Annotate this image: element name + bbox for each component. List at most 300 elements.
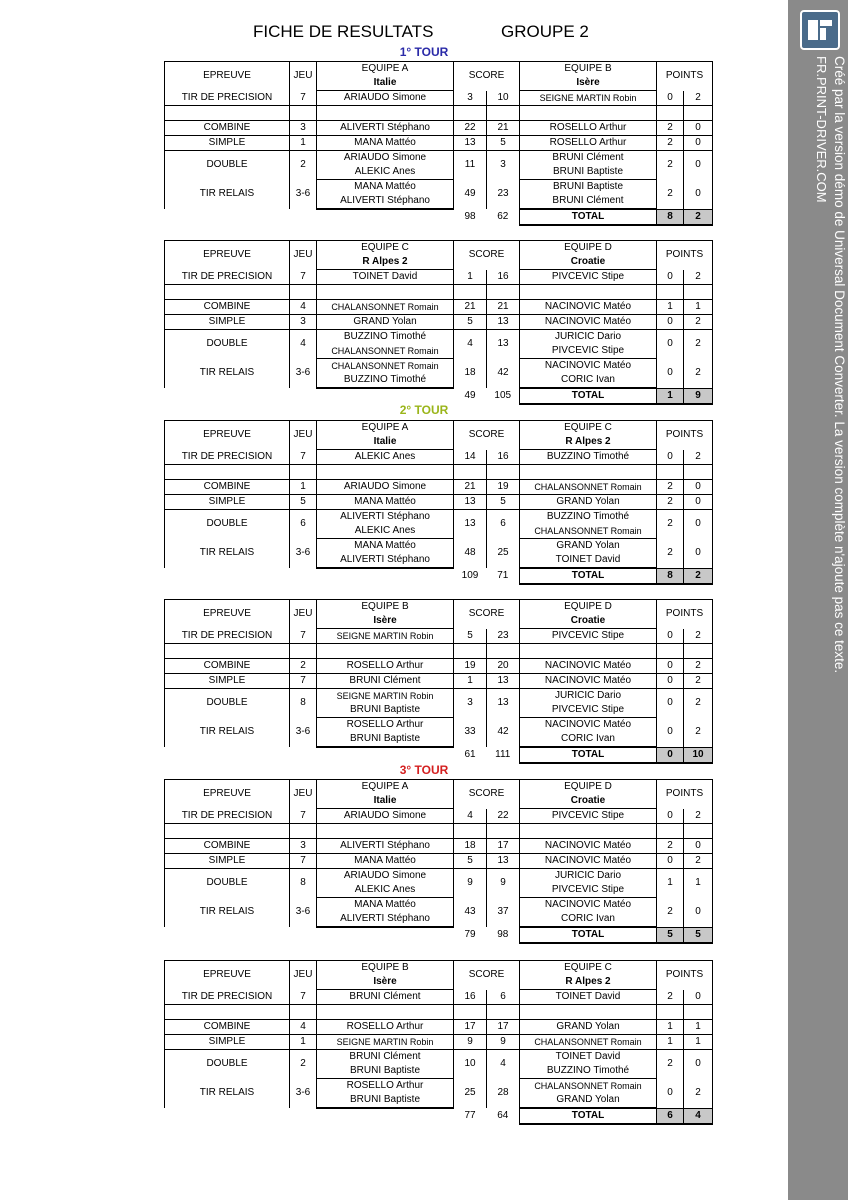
points-a: 1: [657, 869, 684, 898]
event-name: COMBINE: [165, 300, 290, 315]
player-b: CHALANSONNET Romain: [520, 1079, 657, 1094]
watermark-text: [812, 56, 848, 673]
player-a: BRUNI Baptiste: [317, 1093, 454, 1108]
spacer-row: [165, 824, 713, 839]
player-a: ROSELLO Arthur: [317, 1079, 454, 1094]
jeu-value: 2: [290, 659, 317, 674]
score-b: 42: [487, 359, 520, 389]
event-name: TIR DE PRECISION: [165, 990, 290, 1005]
total-label: TOTAL: [520, 568, 657, 584]
player-b: CHALANSONNET Romain: [520, 480, 657, 495]
score-b: 13: [487, 674, 520, 689]
match-table-4: [164, 599, 704, 764]
score-b: 9: [487, 1035, 520, 1050]
points-a: 0: [657, 315, 684, 330]
score-a: 13: [454, 495, 487, 510]
col-header-team-b: EQUIPE B: [520, 62, 657, 77]
player-a: BRUNI Clément: [317, 674, 454, 689]
empty-cell: [165, 285, 290, 300]
empty-cell: [520, 285, 657, 300]
total-score-a: 109: [461, 570, 479, 581]
player-b: JURICIC Dario: [520, 330, 657, 345]
total-points-b: 9: [684, 388, 713, 404]
header-row: [165, 421, 713, 436]
empty-cell: [165, 209, 454, 225]
player-a: BUZZINO Timothé: [317, 373, 454, 388]
score-b: 13: [487, 689, 520, 718]
player-a: ALEKIC Anes: [317, 165, 454, 180]
score-b: 5: [487, 136, 520, 151]
points-a: 0: [657, 659, 684, 674]
points-a: 0: [657, 1079, 684, 1109]
empty-cell: [487, 106, 520, 121]
group-title: GROUPE 2: [501, 22, 589, 41]
player-b: PIVCEVIC Stipe: [520, 703, 657, 718]
points-a: 2: [657, 539, 684, 569]
points-a: 0: [657, 718, 684, 748]
empty-cell: [290, 644, 317, 659]
empty-cell: [684, 824, 713, 839]
empty-cell: [165, 644, 290, 659]
empty-cell: [290, 285, 317, 300]
col-header-score: SCORE: [454, 780, 520, 809]
player-b: TOINET David: [520, 1050, 657, 1065]
score-b: 3: [487, 151, 520, 180]
points-b: 2: [684, 689, 713, 718]
player-a: ALIVERTI Stéphano: [317, 121, 454, 136]
total-score-a: 77: [464, 1110, 476, 1121]
results-table: [164, 779, 713, 944]
score-a: 21: [454, 300, 487, 315]
player-a: ARIAUDO Simone: [317, 869, 454, 884]
empty-cell: [454, 106, 487, 121]
table-row: [165, 315, 713, 330]
points-a: 0: [657, 91, 684, 106]
points-b: 2: [684, 718, 713, 748]
player-a: ARIAUDO Simone: [317, 480, 454, 495]
table-row: [165, 539, 713, 554]
col-header-points: POINTS: [657, 780, 713, 809]
empty-cell: [684, 644, 713, 659]
score-a: 13: [454, 510, 487, 539]
col-header-jeu: JEU: [290, 961, 317, 990]
points-a: 2: [657, 121, 684, 136]
jeu-value: 2: [290, 151, 317, 180]
event-name: TIR DE PRECISION: [165, 91, 290, 106]
event-name: TIR DE PRECISION: [165, 809, 290, 824]
points-a: 2: [657, 136, 684, 151]
jeu-value: 2: [290, 1050, 317, 1079]
player-b: PIVCEVIC Stipe: [520, 629, 657, 644]
watermark-line-2: FR.PRINT-DRIVER.COM: [814, 56, 829, 203]
empty-cell: [684, 285, 713, 300]
col-header-epreuve: EPREUVE: [165, 780, 290, 809]
table-row: [165, 1050, 713, 1065]
empty-cell: [657, 285, 684, 300]
points-b: 2: [684, 674, 713, 689]
table-row: [165, 809, 713, 824]
header-row: [165, 241, 713, 256]
points-b: 2: [684, 450, 713, 465]
table-row: [165, 180, 713, 195]
col-header-epreuve: EPREUVE: [165, 421, 290, 450]
player-a: ALIVERTI Stéphano: [317, 194, 454, 209]
total-score-b: 71: [497, 570, 509, 581]
spacer-row: [165, 465, 713, 480]
jeu-value: 7: [290, 450, 317, 465]
event-name: SIMPLE: [165, 136, 290, 151]
empty-cell: [165, 465, 290, 480]
col-header-team-a: EQUIPE C: [317, 241, 454, 256]
col-header-jeu: JEU: [290, 62, 317, 91]
spacer-row: [165, 285, 713, 300]
player-a: ALIVERTI Stéphano: [317, 839, 454, 854]
player-b: BUZZINO Timothé: [520, 510, 657, 525]
empty-cell: [317, 1005, 454, 1020]
table-row: [165, 136, 713, 151]
round-label-2: [164, 404, 684, 417]
totals-row: [165, 568, 713, 584]
empty-cell: [290, 1005, 317, 1020]
total-score-b: 64: [497, 1110, 509, 1121]
event-name: TIR RELAIS: [165, 1079, 290, 1109]
jeu-value: 1: [290, 136, 317, 151]
score-b: 4: [487, 1050, 520, 1079]
points-a: 0: [657, 270, 684, 285]
player-a: SEIGNE MARTIN Robin: [317, 689, 454, 704]
table-row: [165, 674, 713, 689]
col-header-team-b: EQUIPE D: [520, 780, 657, 795]
match-table-3: [164, 420, 704, 585]
results-table: [164, 960, 713, 1125]
empty-cell: [520, 106, 657, 121]
player-b: CHALANSONNET Romain: [520, 524, 657, 539]
round-label-1: [164, 46, 684, 59]
score-b: 10: [487, 91, 520, 106]
col-header-jeu: JEU: [290, 780, 317, 809]
score-b: 28: [487, 1079, 520, 1109]
empty-cell: [165, 747, 454, 763]
score-b: 13: [487, 330, 520, 359]
event-name: COMBINE: [165, 839, 290, 854]
spacer-row: [165, 106, 713, 121]
points-a: 2: [657, 839, 684, 854]
team-a-name: Isère: [317, 975, 454, 990]
jeu-value: 3: [290, 315, 317, 330]
table-row: [165, 689, 713, 704]
spacer-row: [165, 1005, 713, 1020]
jeu-value: 1: [290, 1035, 317, 1050]
empty-cell: [290, 465, 317, 480]
empty-cell: [165, 824, 290, 839]
table-row: [165, 1035, 713, 1050]
col-header-points: POINTS: [657, 421, 713, 450]
points-a: 0: [657, 809, 684, 824]
round-3-text: 3° TOUR: [399, 763, 449, 777]
player-a: BUZZINO Timothé: [317, 330, 454, 345]
points-b: 1: [684, 1035, 713, 1050]
score-b: 17: [487, 839, 520, 854]
score-a: 3: [454, 689, 487, 718]
col-header-team-b: EQUIPE C: [520, 961, 657, 976]
results-table: [164, 240, 713, 405]
col-header-jeu: JEU: [290, 600, 317, 629]
jeu-value: 3-6: [290, 1079, 317, 1109]
player-a: ARIAUDO Simone: [317, 151, 454, 166]
empty-cell: [290, 824, 317, 839]
round-1-text: 1° TOUR: [399, 45, 449, 59]
table-row: [165, 659, 713, 674]
player-b: NACINOVIC Matéo: [520, 300, 657, 315]
team-b-name: Croatie: [520, 255, 657, 270]
player-a: MANA Mattéo: [317, 898, 454, 913]
player-a: MANA Mattéo: [317, 539, 454, 554]
col-header-points: POINTS: [657, 961, 713, 990]
col-header-team-a: EQUIPE A: [317, 421, 454, 436]
player-b: BUZZINO Timothé: [520, 450, 657, 465]
jeu-value: 3: [290, 121, 317, 136]
score-a: 9: [454, 1035, 487, 1050]
points-b: 0: [684, 121, 713, 136]
event-name: TIR RELAIS: [165, 898, 290, 928]
jeu-value: 7: [290, 809, 317, 824]
empty-cell: [165, 927, 454, 943]
team-b-name: R Alpes 2: [520, 975, 657, 990]
score-b: 5: [487, 495, 520, 510]
table-row: [165, 1079, 713, 1094]
player-b: NACINOVIC Matéo: [520, 898, 657, 913]
player-a: CHALANSONNET Romain: [317, 359, 454, 374]
total-score-b: 98: [497, 929, 509, 940]
points-b: 2: [684, 659, 713, 674]
event-name: TIR DE PRECISION: [165, 270, 290, 285]
totals-row: [165, 388, 713, 404]
team-a-name: Italie: [317, 435, 454, 450]
jeu-value: 7: [290, 854, 317, 869]
player-b: NACINOVIC Matéo: [520, 839, 657, 854]
table-row: [165, 718, 713, 733]
jeu-value: 4: [290, 300, 317, 315]
empty-cell: [454, 285, 487, 300]
header-row: [165, 62, 713, 77]
col-header-jeu: JEU: [290, 421, 317, 450]
col-header-score: SCORE: [454, 600, 520, 629]
points-b: 0: [684, 151, 713, 180]
jeu-value: 4: [290, 330, 317, 359]
player-b: CHALANSONNET Romain: [520, 1035, 657, 1050]
score-a: 25: [454, 1079, 487, 1109]
jeu-value: 3-6: [290, 359, 317, 389]
score-b: 21: [487, 300, 520, 315]
col-header-score: SCORE: [454, 62, 520, 91]
score-b: 37: [487, 898, 520, 928]
points-a: 2: [657, 1050, 684, 1079]
jeu-value: 8: [290, 869, 317, 898]
jeu-value: 3-6: [290, 539, 317, 569]
jeu-value: 6: [290, 510, 317, 539]
results-table: [164, 61, 713, 226]
col-header-points: POINTS: [657, 241, 713, 270]
points-a: 1: [657, 1020, 684, 1035]
empty-cell: [520, 1005, 657, 1020]
player-a: ALEKIC Anes: [317, 524, 454, 539]
event-name: COMBINE: [165, 480, 290, 495]
event-name: COMBINE: [165, 659, 290, 674]
jeu-value: 7: [290, 674, 317, 689]
score-b: 13: [487, 315, 520, 330]
event-name: DOUBLE: [165, 330, 290, 359]
points-b: 0: [684, 1050, 713, 1079]
team-a-name: Italie: [317, 794, 454, 809]
jeu-value: 3: [290, 839, 317, 854]
total-points-a: 8: [657, 209, 684, 225]
points-a: 1: [657, 1035, 684, 1050]
event-name: TIR RELAIS: [165, 718, 290, 748]
event-name: DOUBLE: [165, 1050, 290, 1079]
col-header-team-a: EQUIPE B: [317, 600, 454, 615]
event-name: SIMPLE: [165, 674, 290, 689]
player-a: ALIVERTI Stéphano: [317, 553, 454, 568]
total-points-b: 4: [684, 1108, 713, 1124]
player-a: ROSELLO Arthur: [317, 718, 454, 733]
team-b-name: R Alpes 2: [520, 435, 657, 450]
points-b: 0: [684, 495, 713, 510]
player-a: SEIGNE MARTIN Robin: [317, 1035, 454, 1050]
empty-cell: [684, 1005, 713, 1020]
score-b: 9: [487, 869, 520, 898]
table-row: [165, 330, 713, 345]
team-b-name: Croatie: [520, 794, 657, 809]
player-a: BRUNI Baptiste: [317, 703, 454, 718]
empty-cell: [487, 285, 520, 300]
col-header-epreuve: EPREUVE: [165, 961, 290, 990]
player-a: ALEKIC Anes: [317, 883, 454, 898]
score-a: 3: [454, 91, 487, 106]
col-header-score: SCORE: [454, 961, 520, 990]
points-a: 2: [657, 495, 684, 510]
score-b: 16: [487, 270, 520, 285]
points-b: 2: [684, 330, 713, 359]
empty-cell: [454, 465, 487, 480]
player-b: PIVCEVIC Stipe: [520, 809, 657, 824]
total-points-a: 5: [657, 927, 684, 943]
empty-cell: [657, 824, 684, 839]
table-row: [165, 91, 713, 106]
total-points-b: 5: [684, 927, 713, 943]
jeu-value: 7: [290, 270, 317, 285]
score-a: 33: [454, 718, 487, 748]
points-a: 0: [657, 674, 684, 689]
player-a: ALEKIC Anes: [317, 450, 454, 465]
score-a: 4: [454, 809, 487, 824]
empty-cell: [165, 388, 454, 404]
total-score-b: 111: [495, 749, 511, 760]
team-a-name: R Alpes 2: [317, 255, 454, 270]
player-b: PIVCEVIC Stipe: [520, 270, 657, 285]
empty-cell: [454, 824, 487, 839]
results-table: [164, 420, 713, 585]
empty-cell: [520, 644, 657, 659]
player-b: NACINOVIC Matéo: [520, 359, 657, 374]
score-b: 23: [487, 629, 520, 644]
sheet-title: [0, 22, 788, 44]
player-b: JURICIC Dario: [520, 689, 657, 704]
points-a: 0: [657, 330, 684, 359]
score-a: 18: [454, 839, 487, 854]
table-row: [165, 898, 713, 913]
score-a: 18: [454, 359, 487, 389]
player-b: NACINOVIC Matéo: [520, 674, 657, 689]
empty-cell: [454, 644, 487, 659]
score-a: 5: [454, 315, 487, 330]
total-points-a: 6: [657, 1108, 684, 1124]
player-a: CHALANSONNET Romain: [317, 344, 454, 359]
points-b: 0: [684, 898, 713, 928]
jeu-value: 8: [290, 689, 317, 718]
page-title: FICHE DE RESULTATS: [253, 22, 434, 41]
event-name: COMBINE: [165, 1020, 290, 1035]
totals-row: [165, 927, 713, 943]
team-a-name: Italie: [317, 76, 454, 91]
player-a: ARIAUDO Simone: [317, 809, 454, 824]
player-b: PIVCEVIC Stipe: [520, 883, 657, 898]
points-b: 0: [684, 480, 713, 495]
player-b: NACINOVIC Matéo: [520, 659, 657, 674]
header-row: [165, 961, 713, 976]
total-score-a: 98: [464, 211, 476, 222]
team-a-name: Isère: [317, 614, 454, 629]
score-a: 17: [454, 1020, 487, 1035]
total-score-a: 79: [464, 929, 476, 940]
total-score-b: 62: [497, 211, 509, 222]
player-b: CORIC Ivan: [520, 373, 657, 388]
score-b: 6: [487, 510, 520, 539]
score-a: 1: [454, 270, 487, 285]
total-points-b: 10: [684, 747, 713, 763]
event-name: TIR DE PRECISION: [165, 629, 290, 644]
score-b: 22: [487, 809, 520, 824]
event-name: SIMPLE: [165, 315, 290, 330]
points-a: 0: [657, 854, 684, 869]
watermark-line-1: Créé par la version démo de Universal Document Converter. La version complète n'ajoute pas ce texte.: [832, 56, 847, 674]
player-a: SEIGNE MARTIN Robin: [317, 629, 454, 644]
points-b: 0: [684, 539, 713, 569]
player-b: CORIC Ivan: [520, 912, 657, 927]
player-b: JURICIC Dario: [520, 869, 657, 884]
player-a: BRUNI Clément: [317, 990, 454, 1005]
event-name: TIR DE PRECISION: [165, 450, 290, 465]
total-label: TOTAL: [520, 747, 657, 763]
table-row: [165, 270, 713, 285]
player-a: MANA Mattéo: [317, 854, 454, 869]
header-row: [165, 780, 713, 795]
round-2-text: 2° TOUR: [399, 403, 449, 417]
score-a: 16: [454, 990, 487, 1005]
player-a: MANA Mattéo: [317, 180, 454, 195]
score-a: 21: [454, 480, 487, 495]
points-a: 2: [657, 480, 684, 495]
converter-logo-icon: [800, 10, 840, 50]
table-row: [165, 854, 713, 869]
score-a: 43: [454, 898, 487, 928]
points-b: 0: [684, 510, 713, 539]
col-header-points: POINTS: [657, 600, 713, 629]
points-b: 0: [684, 990, 713, 1005]
score-a: 13: [454, 136, 487, 151]
points-b: 1: [684, 1020, 713, 1035]
total-label: TOTAL: [520, 1108, 657, 1124]
event-name: TIR RELAIS: [165, 180, 290, 210]
